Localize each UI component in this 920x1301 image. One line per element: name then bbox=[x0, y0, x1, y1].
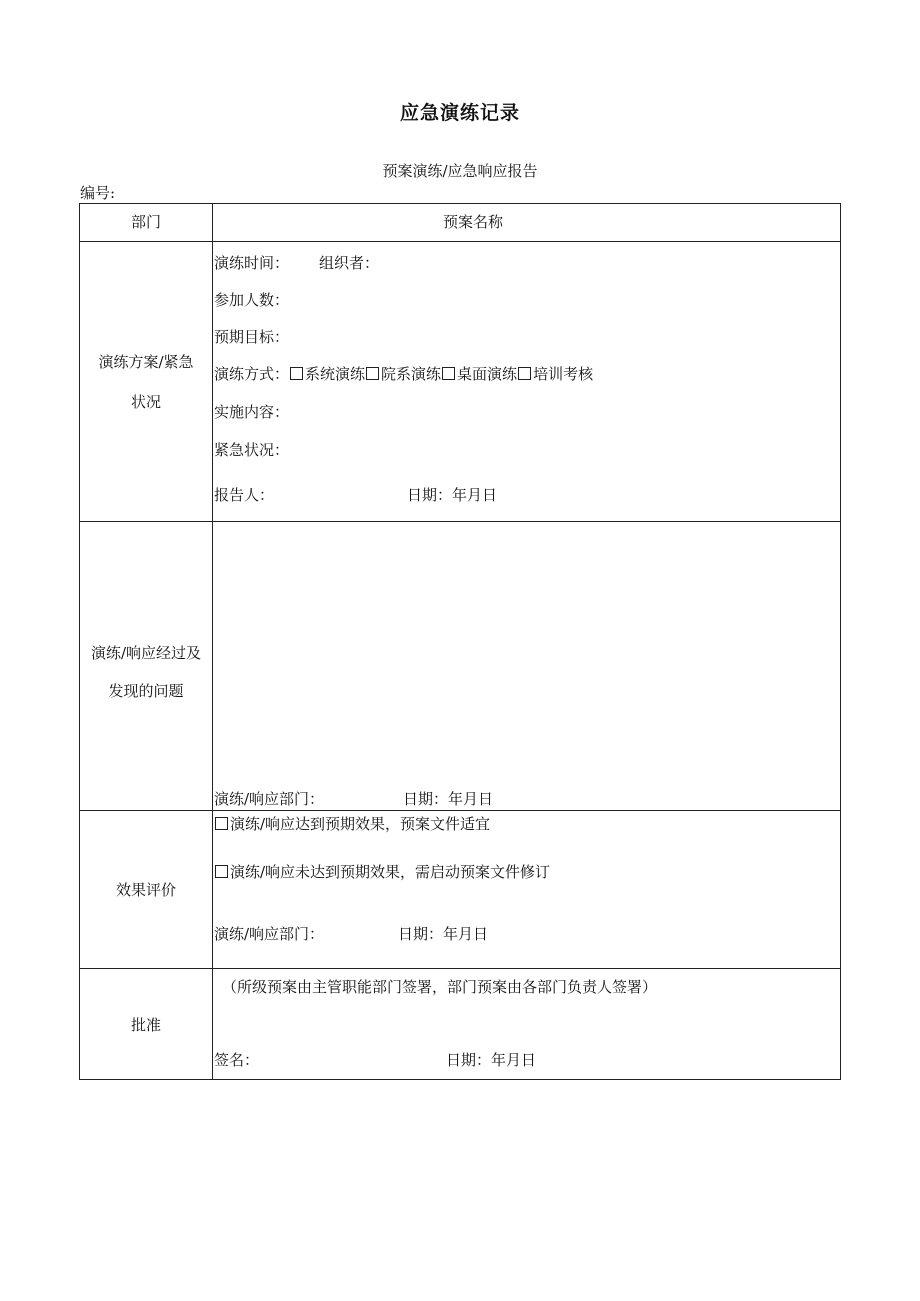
checkbox[interactable] bbox=[518, 367, 531, 380]
table-border-right bbox=[840, 203, 841, 1080]
row-divider bbox=[79, 241, 841, 242]
process-dept-label: 演练/响应部门： bbox=[214, 790, 325, 808]
date-value: 年月日 bbox=[491, 1051, 537, 1069]
row-divider bbox=[79, 521, 841, 522]
date-label: 日期： bbox=[407, 486, 453, 504]
eval-date bbox=[398, 924, 488, 944]
process-section-label: 演练/响应经过及 bbox=[90, 644, 202, 662]
header-dept: 部门 bbox=[130, 213, 161, 231]
participants-label: 参加人数： bbox=[214, 291, 290, 309]
checkbox[interactable] bbox=[215, 817, 228, 830]
goal-label: 预期目标： bbox=[214, 328, 290, 346]
drill-method-row bbox=[214, 364, 593, 384]
plan-section-label-2: 状况 bbox=[130, 393, 161, 411]
checkbox[interactable] bbox=[215, 865, 228, 878]
process-section-label-2: 发现的问题 bbox=[108, 682, 184, 700]
eval-option-text: 演练/响应达到预期效果，预案文件适宜 bbox=[230, 815, 491, 833]
method-option: 院系演练 bbox=[381, 365, 442, 383]
sign-label: 签名： bbox=[214, 1051, 260, 1069]
content-label: 实施内容： bbox=[214, 403, 290, 421]
checkbox[interactable] bbox=[290, 367, 303, 380]
table-border-bottom bbox=[79, 1079, 841, 1080]
approve-section-label: 批准 bbox=[130, 1016, 161, 1034]
header-plan-name: 预案名称 bbox=[442, 213, 503, 231]
page-title: 应急演练记录 bbox=[399, 102, 520, 124]
eval-section-label: 效果评价 bbox=[115, 881, 176, 899]
method-option: 系统演练 bbox=[305, 365, 366, 383]
number-label: 编号: bbox=[80, 184, 116, 202]
emergency-label: 紧急状况： bbox=[214, 441, 290, 459]
date-label: 日期： bbox=[446, 1051, 492, 1069]
date-label: 日期： bbox=[403, 790, 449, 808]
plan-section-label: 演练方案/紧急 bbox=[98, 353, 194, 371]
approve-date bbox=[446, 1050, 536, 1070]
date-label: 日期： bbox=[398, 925, 444, 943]
date-value: 年月日 bbox=[443, 925, 489, 943]
report-subtitle: 预案演练/应急响应报告 bbox=[382, 162, 538, 180]
method-label: 演练方式： bbox=[214, 365, 290, 383]
eval-option-2 bbox=[214, 862, 550, 882]
approve-note: （所级预案由主管职能部门签署，部门预案由各部门负责人签署） bbox=[222, 978, 658, 996]
column-divider bbox=[212, 203, 213, 1080]
method-option: 桌面演练 bbox=[457, 365, 518, 383]
date-value: 年月日 bbox=[452, 486, 498, 504]
eval-dept-label: 演练/响应部门： bbox=[214, 925, 325, 943]
row-divider bbox=[79, 810, 841, 811]
organizer-label: 组织者： bbox=[319, 254, 380, 272]
eval-option-1 bbox=[214, 814, 490, 834]
eval-option-text: 演练/响应未达到预期效果，需启动预案文件修订 bbox=[230, 863, 551, 881]
row-divider bbox=[79, 968, 841, 969]
method-option: 培训考核 bbox=[533, 365, 594, 383]
process-date bbox=[403, 789, 493, 809]
checkbox[interactable] bbox=[366, 367, 379, 380]
reporter-label: 报告人： bbox=[214, 486, 275, 504]
plan-date bbox=[407, 485, 497, 505]
table-border-top bbox=[79, 203, 841, 204]
drill-time-label: 演练时间： bbox=[214, 254, 290, 272]
checkbox[interactable] bbox=[442, 367, 455, 380]
table-border-left bbox=[79, 203, 80, 1080]
date-value: 年月日 bbox=[448, 790, 494, 808]
